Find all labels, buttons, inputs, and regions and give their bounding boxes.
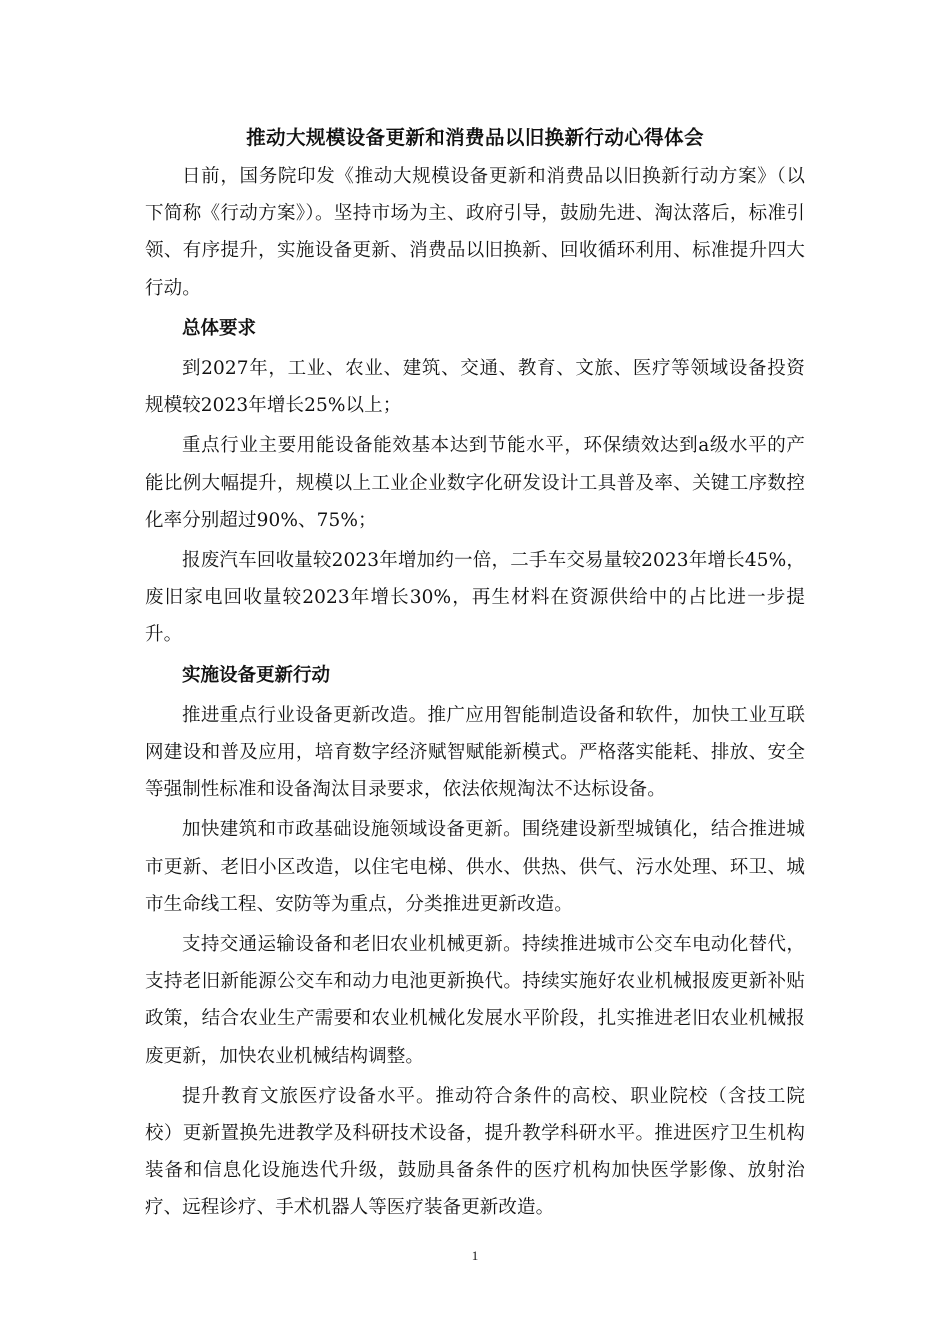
paragraph: 到2027年，工业、农业、建筑、交通、教育、文旅、医疗等领域设备投资规模较2023年增长25%以上；: [145, 358, 805, 417]
paragraph: 推进重点行业设备更新改造。推广应用智能制造设备和软件，加快工业互联网建设和普及应用，培育数字经济赋智赋能新模式。严格落实能耗、排放、安全等强制性标准和设备淘汰目录要求，依法依规淘汰不达标设备。: [145, 704, 805, 801]
section-heading-overall: 总体要求: [182, 317, 257, 339]
paragraph: 加快建筑和市政基础设施领域设备更新。围绕建设新型城镇化，结合推进城市更新、老旧小区改造，以住宅电梯、供水、供热、供气、污水处理、环卫、城市生命线工程、安防等为重点，分类推进更新改造。: [145, 819, 805, 915]
section-heading-equipment: 实施设备更新行动: [182, 664, 331, 686]
paragraph: 重点行业主要用能设备能效基本达到节能水平，环保绩效达到a级水平的产能比例大幅提升，规模以上工业企业数字化研发设计工具普及率、关键工序数控化率分别超过90%、75%；: [145, 435, 805, 531]
document-title: 推动大规模设备更新和消费品以旧换新行动心得体会: [246, 126, 704, 149]
paragraph: 报废汽车回收量较2023年增加约一倍，二手车交易量较2023年增长45%，废旧家电回收量较2023年增长30%，再生材料在资源供给中的占比进一步提升。: [145, 550, 805, 646]
page-number: 1: [471, 1248, 479, 1263]
intro-paragraph: 日前，国务院印发《推动大规模设备更新和消费品以旧换新行动方案》（以下简称《行动方案》）。坚持市场为主、政府引导，鼓励先进、淘汰落后，标准引领、有序提升，实施设备更新、消费品以旧换新、回收循环利用、标准提升四大行动。: [145, 166, 805, 299]
paragraph: 支持交通运输设备和老旧农业机械更新。持续推进城市公交车电动化替代，支持老旧新能源公交车和动力电池更新换代。持续实施好农业机械报废更新补贴政策，结合农业生产需要和农业机械化发展水平阶段，扎实推进老旧农业机械报废更新，加快农业机械结构调整。: [145, 934, 805, 1067]
document-body: [145, 158, 805, 1227]
paragraph: 提升教育文旅医疗设备水平。推动符合条件的高校、职业院校（含技工院校）更新置换先进教学及科研技术设备，提升教学科研水平。推进医疗卫生机构装备和信息化设施迭代升级，鼓励具备条件的医疗机构加快医学影像、放射治疗、远程诊疗、手术机器人等医疗装备更新改造。: [145, 1085, 805, 1219]
